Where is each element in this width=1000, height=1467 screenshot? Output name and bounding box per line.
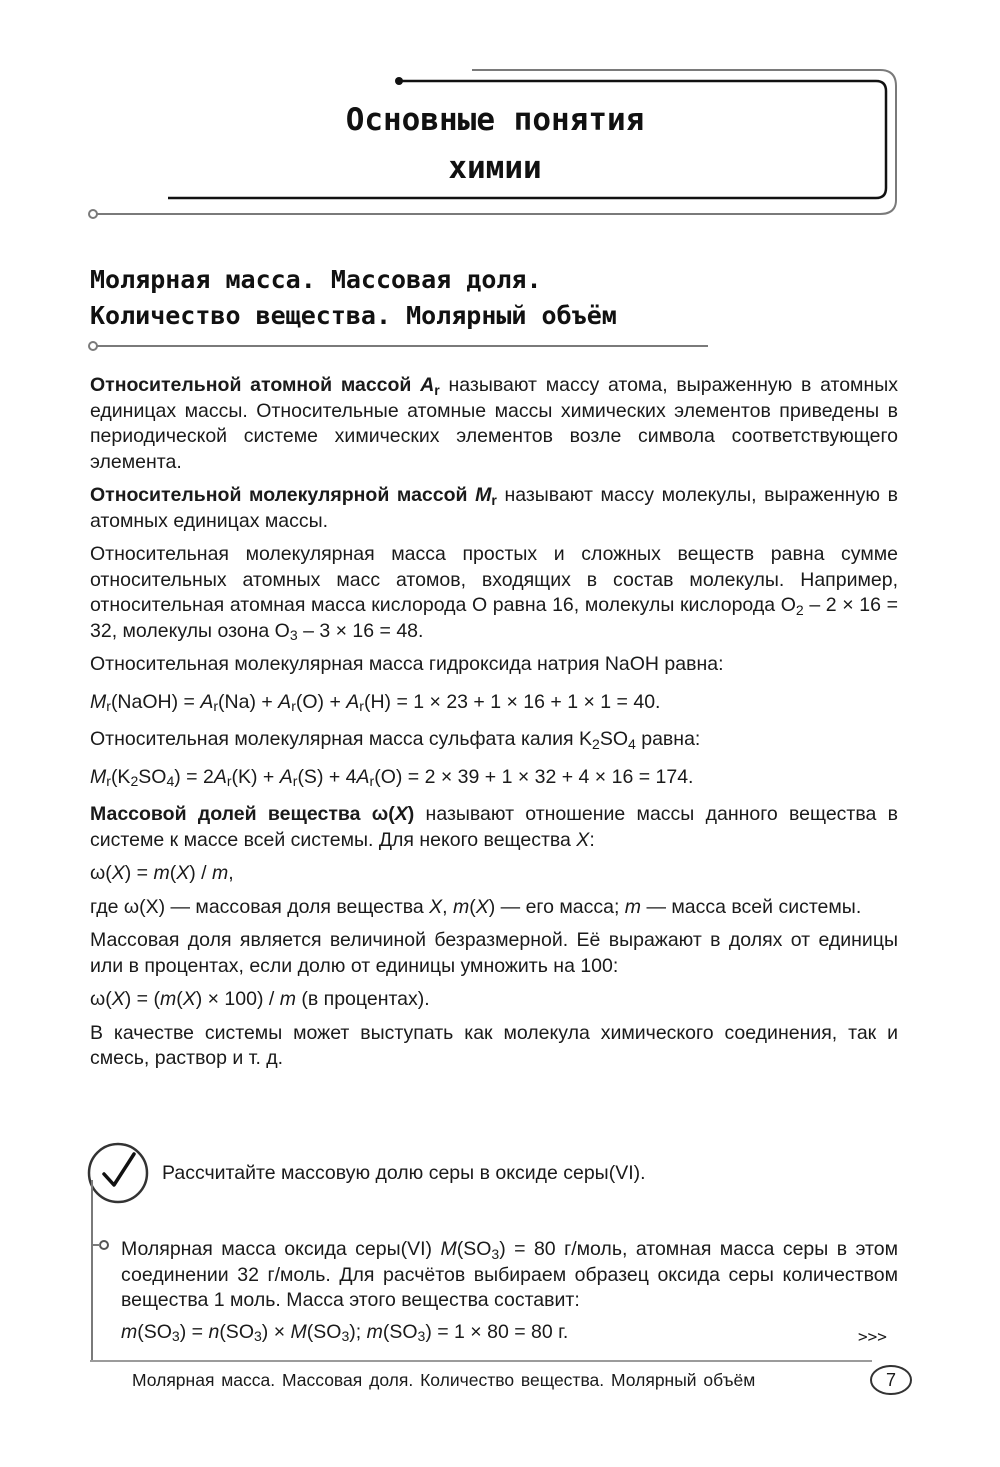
- paragraph-system: В качестве системы может выступать как молекула химического соединения, так и смесь, раствор и т. д.: [90, 1021, 898, 1069]
- section-underline-dot: [89, 342, 97, 350]
- task-question: Рассчитайте массовую долю серы в оксиде серы(VI).: [162, 1162, 646, 1184]
- chapter-title: [250, 96, 740, 192]
- continue-marker: >>>: [858, 1327, 887, 1346]
- chapter-title-line2: химии: [448, 150, 542, 186]
- paragraph-naoh-intro: Относительная молекулярная масса гидроксида натрия NaOH равна:: [90, 653, 724, 675]
- paragraph-dimensionless: Массовая доля является величиной безразмерной. Её выражают в долях от единицы или в процентах, если долю от единицы умножить на 100:: [90, 929, 898, 977]
- paragraph-mass-fraction: Массовой долей вещества ω(X) называют отношение массы данного вещества в системе к массе всей системы. Для некого вещества X:: [90, 803, 898, 851]
- section-title-line2: Количество вещества. Молярный объём: [90, 301, 617, 330]
- term-atomic-mass: Относительной атомной массой: [90, 374, 412, 396]
- paragraph-where: где ω(X) — массовая доля вещества X, m(X) — его масса; m — масса всей системы.: [90, 895, 862, 918]
- page-number: 7: [885, 1370, 896, 1390]
- section-title-line1: Молярная масса. Массовая доля.: [90, 265, 542, 294]
- frame-end-dot: [89, 210, 97, 218]
- running-footer: Молярная масса. Массовая доля. Количество вещества. Молярный объём: [132, 1370, 756, 1390]
- term-mass-fraction: Массовой долей вещества ω(X): [90, 803, 415, 825]
- section-title: [90, 262, 910, 334]
- solution-equation: $m(SO_3) = n(SO_3) \times M(SO_3)$; $m(SO_3) = 1 \times 80 = 80$ г.: [121, 1320, 569, 1344]
- paragraph-molecular-sum: Относительная молекулярная масса простых и сложных веществ равна сумме относительных атомных масс атомов, входящих в состав молекулы. Например, относительная атомная масса кислорода O равна 16, молекулы кислорода $O_2 - 2 \times 16 = 32$, молекулы озона $O_3 - 3 \times 16 = 48$.: [90, 543, 898, 643]
- paragraph-molecular-mass: Относительной молекулярной массой $M_r$ называют массу молекулы, выраженную в атомных единицах массы.: [90, 484, 898, 532]
- formula-percent: ω(X) = (m(X) × 100) / m (в процентах).: [90, 988, 430, 1010]
- formula-naoh: $M_r(NaOH) = A_r(Na) + A_r(O) + A_r(H) = 1 \times 23 + 1 \times 16 + 1 \times 1 = 40$.: [90, 690, 661, 714]
- body-text: [90, 373, 898, 1080]
- task-solution: [121, 1237, 898, 1345]
- formula-mass-fraction: ω(X) = m(X) / m,: [90, 862, 234, 884]
- chapter-title-line1: Основные понятия: [345, 102, 645, 138]
- paragraph-atomic-mass: Относительной атомной массой $A_r$ называют массу атома, выраженную в атомных единицах массы. Относительные атомные массы химических элементов приведены в периодической системе химических элементов возле символа соответствующего элемента.: [90, 374, 898, 473]
- solution-text: Молярная масса оксида серы(VI) $M(SO_3) = 80$ г/моль, атомная масса серы в этом соединении 32 г/моль. Для расчётов выбираем образец оксида серы количеством вещества 1 моль. Масса этого вещества составит:: [121, 1238, 898, 1311]
- frame-start-dot: [395, 77, 403, 85]
- paragraph-k2so4-intro: Относительная молекулярная масса сульфата калия $K_2SO_4$ равна:: [90, 728, 701, 752]
- solution-dot: [100, 1241, 108, 1249]
- check-circle: [89, 1144, 147, 1202]
- term-molecular-mass: Относительной молекулярной массой: [90, 484, 468, 506]
- formula-k2so4: $M_r(K_2SO_4) = 2A_r(K) + A_r(S) + 4A_r(O) = 2 \times 39 + 1 \times 32 + 4 \times 16 = 174$.: [90, 765, 694, 789]
